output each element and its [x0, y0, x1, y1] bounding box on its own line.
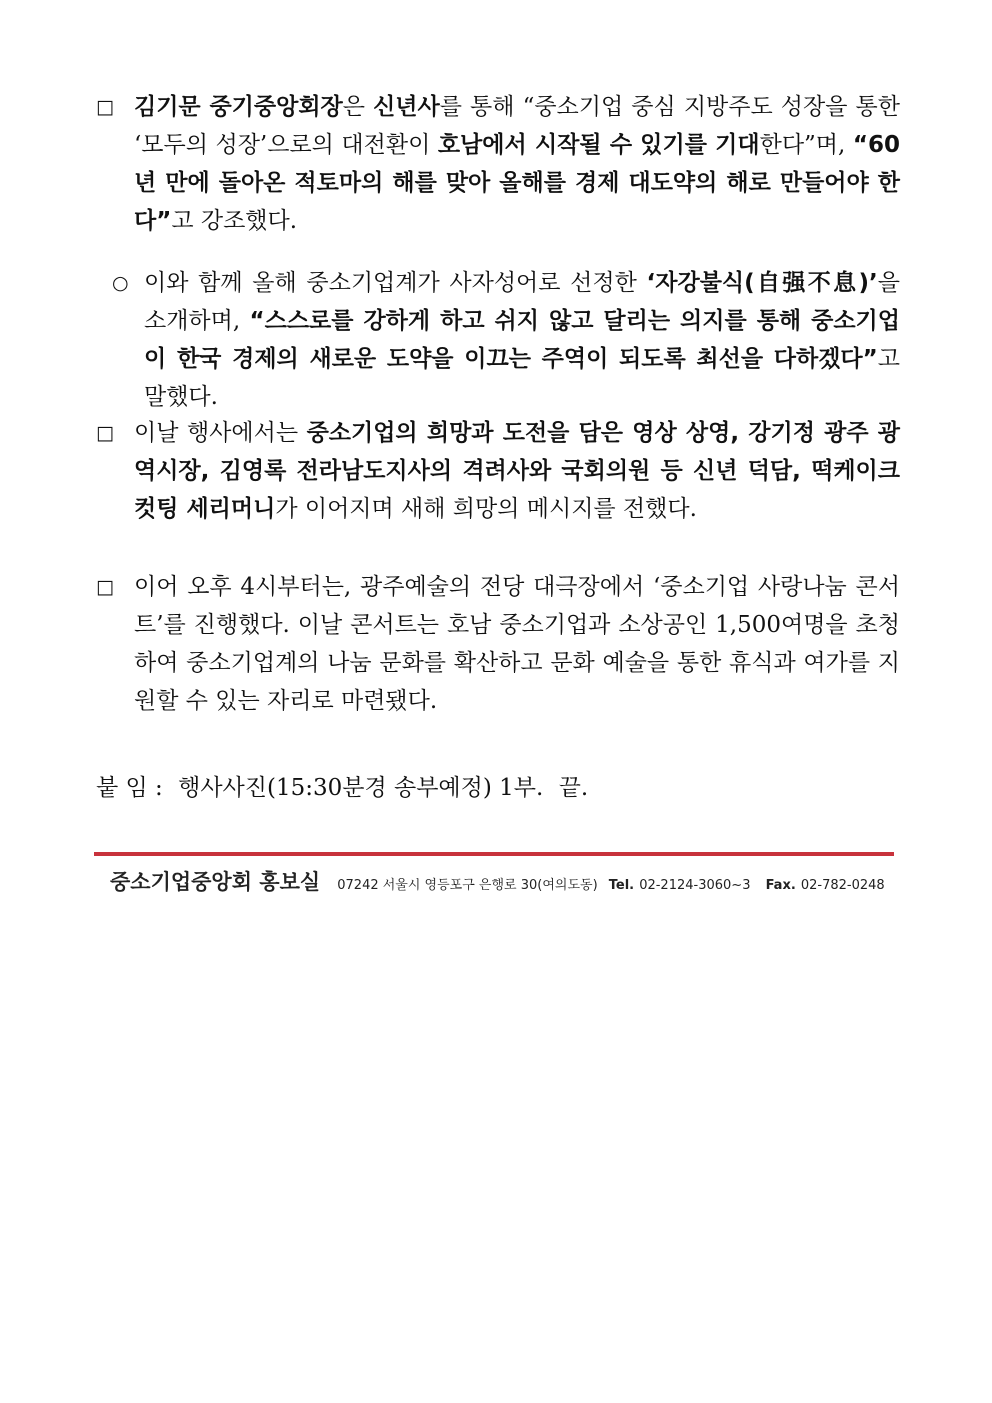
paragraph-chairman-speech	[96, 88, 900, 240]
bold-text-segment: 중소기업의 희망과 도전을 담은 영상 상영, 강기정 광주 광역시장, 김영록 전라남도지사의 격려사와 국회의원 등 신년 덕담, 떡케이크 컷팅 세리머니	[134, 420, 900, 522]
footer	[110, 866, 895, 896]
circle-bullet-icon: ○	[112, 272, 129, 294]
text-segment: 를 통해 “중소기업 중심 지방주도 성장을 통한 ‘모두의 성장’으로의 대전환이	[134, 94, 900, 158]
footer-fax: 02-782-0248	[800, 878, 885, 893]
text-segment: 가 이어지며 새해 희망의 메시지를 전했다.	[275, 496, 697, 522]
text-segment: 이와 함께 올해 중소기업계가 사자성어로 선정한	[144, 270, 647, 296]
footer-tel: 02-2124-3060~3	[639, 878, 751, 893]
paragraph-text	[144, 264, 900, 416]
footer-org: 중소기업중앙회 홍보실	[110, 870, 321, 894]
text-segment: 한다”며,	[759, 132, 853, 158]
square-bullet-icon: □	[96, 96, 114, 118]
text-segment: 이어 오후 4시부터는, 광주예술의 전당 대극장에서 ‘중소기업 사랑나눔 콘서트’를 진행했다. 이날 콘서트는 호남 중소기업과 소상공인 1,500여명을 초청하여 중소기업계의 나눔 문화를 확산하고 문화 예술을 통한 휴식과 여가를 지원할 수 있는 자리로 마련됐다.	[134, 574, 900, 714]
bold-text-segment: 김기문 중기중앙회장	[134, 94, 343, 120]
text-segment: 은	[342, 94, 374, 120]
bold-text-segment: ‘자강불식(自强不息)’	[646, 270, 878, 296]
bold-text-segment: “60년 만에 돌아온 적토마의 해를 맞아 올해를 경제 대도약의 해로 만들어야 한다”	[134, 132, 900, 234]
text-segment: 이날 행사에서는	[134, 420, 307, 446]
bold-text-segment: “스스로를 강하게 하고 쉬지 않고 달리는 의지를 통해 중소기업이 한국 경제의 새로운 도약을 이끄는 주역이 되도록 최선을 다하겠다”	[144, 308, 900, 372]
text-segment: 고 말했다.	[144, 346, 900, 410]
text-segment: 고 강조했다.	[171, 208, 298, 234]
square-bullet-icon: □	[96, 576, 114, 598]
paragraph-text	[134, 88, 900, 240]
paragraph-event-program	[96, 414, 900, 528]
footer-fax-label: Fax.	[765, 878, 796, 893]
attachment-text: 행사사진(15:30분경 송부예정) 1부.	[178, 775, 544, 801]
square-bullet-icon: □	[96, 422, 114, 444]
bold-text-segment: 호남에서 시작될 수 있기를 기대	[437, 132, 760, 158]
end-mark: 끝.	[558, 775, 589, 801]
footer-address: 07242 서울시 영등포구 은행로 30(여의도동)	[337, 878, 598, 893]
attachment-note	[96, 770, 596, 806]
paragraph-text	[134, 568, 900, 720]
footer-divider	[94, 852, 894, 856]
footer-tel-label: Tel.	[608, 878, 635, 893]
text-segment: 을 소개하며,	[144, 270, 901, 334]
attachment-label: 붙 임 :	[96, 775, 163, 801]
paragraph-text	[134, 414, 900, 528]
bold-text-segment: 신년사	[373, 94, 440, 120]
paragraph-motto	[112, 264, 900, 416]
paragraph-concert	[96, 568, 900, 720]
